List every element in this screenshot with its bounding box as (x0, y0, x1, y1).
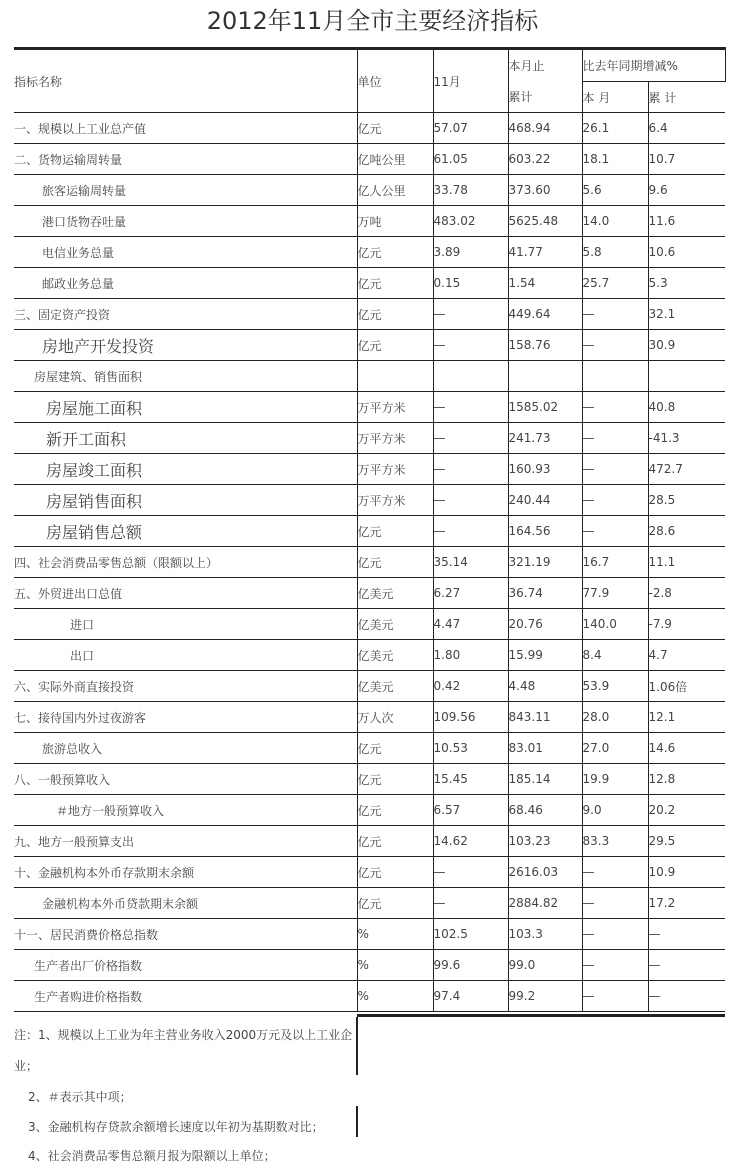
unit-cell: 万人次 (357, 702, 433, 733)
month-cell: — (433, 485, 508, 516)
note-divider (356, 1106, 358, 1137)
indicator-name: 房屋销售总额 (14, 516, 357, 547)
cumulative-cell: 468.94 (508, 113, 582, 144)
unit-cell: 亿美元 (357, 578, 433, 609)
yoy-cumulative-cell: 10.7 (648, 144, 725, 175)
month-cell: 61.05 (433, 144, 508, 175)
note-3: 3、金融机构存贷款余额增长速度以年初为基期数对比； (28, 1120, 324, 1134)
month-cell: — (433, 516, 508, 547)
indicator-name: 邮政业务总量 (14, 268, 357, 299)
indicator-name: 房屋施工面积 (14, 392, 357, 423)
yoy-month-cell: — (582, 423, 648, 454)
table-row (14, 733, 725, 764)
header-yoy-group: 比去年同期增减% (582, 49, 725, 82)
indicator-name: 八、一般预算收入 (14, 764, 357, 795)
header-cumulative-top: 本月止 (508, 49, 582, 82)
yoy-month-cell: — (582, 857, 648, 888)
unit-cell: 万吨 (357, 206, 433, 237)
note-2: 2、＃表示其中项； (28, 1090, 132, 1104)
indicator-name: 房屋竣工面积 (14, 454, 357, 485)
yoy-cumulative-cell: 9.6 (648, 175, 725, 206)
month-cell: 33.78 (433, 175, 508, 206)
month-cell: — (433, 454, 508, 485)
month-cell: — (433, 299, 508, 330)
yoy-cumulative-cell: 12.8 (648, 764, 725, 795)
table-row (14, 578, 725, 609)
indicator-name: 旅游总收入 (14, 733, 357, 764)
unit-cell: 亿吨公里 (357, 144, 433, 175)
month-cell: 6.57 (433, 795, 508, 826)
table-row (14, 113, 725, 144)
unit-cell (357, 361, 433, 392)
page-title: 2012年11月全市主要经济指标 (206, 7, 539, 35)
indicator-name: 房地产开发投资 (14, 330, 357, 361)
month-cell: 10.53 (433, 733, 508, 764)
cumulative-cell: 321.19 (508, 547, 582, 578)
yoy-month-cell: — (582, 392, 648, 423)
indicator-name: 金融机构本外币贷款期末余额 (14, 888, 357, 919)
unit-cell: 亿元 (357, 516, 433, 547)
month-cell: 35.14 (433, 547, 508, 578)
indicator-name: 十、金融机构本外币存款期末余额 (14, 857, 357, 888)
yoy-month-cell: 5.8 (582, 237, 648, 268)
table-row (14, 981, 725, 1012)
yoy-cumulative-cell: 14.6 (648, 733, 725, 764)
unit-cell: 亿元 (357, 733, 433, 764)
yoy-cumulative-cell: 6.4 (648, 113, 725, 144)
note-divider (356, 1017, 358, 1075)
yoy-cumulative-cell: — (648, 981, 725, 1012)
indicator-name: 房屋建筑、销售面积 (14, 361, 357, 392)
month-cell: 483.02 (433, 206, 508, 237)
header-month: 11月 (433, 49, 508, 113)
cumulative-cell: 241.73 (508, 423, 582, 454)
unit-cell: 亿元 (357, 268, 433, 299)
cumulative-cell: 603.22 (508, 144, 582, 175)
table-row (14, 764, 725, 795)
yoy-month-cell: 9.0 (582, 795, 648, 826)
cumulative-cell: 843.11 (508, 702, 582, 733)
yoy-cumulative-cell: 17.2 (648, 888, 725, 919)
yoy-cumulative-cell: 1.06倍 (648, 671, 725, 702)
cumulative-cell: 2884.82 (508, 888, 582, 919)
indicator-name: 一、规模以上工业总产值 (14, 113, 357, 144)
unit-cell: 亿元 (357, 547, 433, 578)
yoy-cumulative-cell: 11.6 (648, 206, 725, 237)
yoy-month-cell: 16.7 (582, 547, 648, 578)
cumulative-cell: 99.2 (508, 981, 582, 1012)
yoy-cumulative-cell (648, 361, 725, 392)
cumulative-cell: 185.14 (508, 764, 582, 795)
note-1: 注：1、规模以上工业为年主营业务收入2000万元及以上工业企 (14, 1028, 353, 1042)
month-cell: 1.80 (433, 640, 508, 671)
month-cell: 0.15 (433, 268, 508, 299)
yoy-month-cell: 28.0 (582, 702, 648, 733)
yoy-cumulative-cell: 20.2 (648, 795, 725, 826)
table-row (14, 144, 725, 175)
indicator-name: 三、固定资产投资 (14, 299, 357, 330)
month-cell: 0.42 (433, 671, 508, 702)
cumulative-cell: 103.23 (508, 826, 582, 857)
indicator-name: 九、地方一般预算支出 (14, 826, 357, 857)
unit-cell: 万平方米 (357, 392, 433, 423)
month-cell: 102.5 (433, 919, 508, 950)
cumulative-cell: 240.44 (508, 485, 582, 516)
month-cell: 3.89 (433, 237, 508, 268)
yoy-cumulative-cell: -41.3 (648, 423, 725, 454)
cumulative-cell: 158.76 (508, 330, 582, 361)
month-cell: — (433, 330, 508, 361)
table-row (14, 330, 725, 361)
table-row (14, 299, 725, 330)
yoy-month-cell: — (582, 950, 648, 981)
cumulative-cell: 449.64 (508, 299, 582, 330)
yoy-month-cell: 53.9 (582, 671, 648, 702)
yoy-month-cell: — (582, 454, 648, 485)
indicator-name: 六、实际外商直接投资 (14, 671, 357, 702)
yoy-month-cell: — (582, 888, 648, 919)
cumulative-cell: 68.46 (508, 795, 582, 826)
month-cell: — (433, 888, 508, 919)
unit-cell: 亿元 (357, 764, 433, 795)
cumulative-cell: 2616.03 (508, 857, 582, 888)
cumulative-cell: 4.48 (508, 671, 582, 702)
indicator-name: 旅客运输周转量 (14, 175, 357, 206)
yoy-month-cell: — (582, 485, 648, 516)
cumulative-cell: 99.0 (508, 950, 582, 981)
yoy-cumulative-cell: 12.1 (648, 702, 725, 733)
indicators-table (14, 47, 726, 1012)
table-row (14, 423, 725, 454)
unit-cell: 亿元 (357, 857, 433, 888)
cumulative-cell: 83.01 (508, 733, 582, 764)
table-row (14, 671, 725, 702)
indicator-name: 电信业务总量 (14, 237, 357, 268)
table-row (14, 919, 725, 950)
yoy-month-cell: — (582, 981, 648, 1012)
cumulative-cell (508, 361, 582, 392)
month-cell: 57.07 (433, 113, 508, 144)
yoy-cumulative-cell: 5.3 (648, 268, 725, 299)
table-row (14, 361, 725, 392)
yoy-cumulative-cell: 29.5 (648, 826, 725, 857)
yoy-month-cell: 77.9 (582, 578, 648, 609)
indicator-name: 二、货物运输周转量 (14, 144, 357, 175)
cumulative-cell: 1585.02 (508, 392, 582, 423)
unit-cell: 亿美元 (357, 640, 433, 671)
cumulative-cell: 103.3 (508, 919, 582, 950)
indicator-name: 港口货物吞吐量 (14, 206, 357, 237)
table-row (14, 392, 725, 423)
table-row (14, 206, 725, 237)
cumulative-cell: 20.76 (508, 609, 582, 640)
unit-cell: 亿元 (357, 826, 433, 857)
yoy-month-cell: 14.0 (582, 206, 648, 237)
indicator-name: 进口 (14, 609, 357, 640)
yoy-cumulative-cell: — (648, 950, 725, 981)
header-yoy-month: 本 月 (582, 82, 648, 113)
unit-cell: 亿元 (357, 330, 433, 361)
header-cumulative-bottom: 累计 (508, 82, 582, 113)
month-cell: — (433, 392, 508, 423)
indicator-name: 房屋销售面积 (14, 485, 357, 516)
yoy-month-cell: 83.3 (582, 826, 648, 857)
indicator-name: 七、接待国内外过夜游客 (14, 702, 357, 733)
unit-cell: 万平方米 (357, 454, 433, 485)
month-cell: 14.62 (433, 826, 508, 857)
note-4: 4、社会消费品零售总额月报为限额以上单位； (28, 1149, 276, 1163)
table-row (14, 795, 725, 826)
table-bottom-rule (357, 1014, 725, 1017)
unit-cell: 亿美元 (357, 671, 433, 702)
cumulative-cell: 373.60 (508, 175, 582, 206)
table-row (14, 857, 725, 888)
indicator-name: 五、外贸进出口总值 (14, 578, 357, 609)
cumulative-cell: 5625.48 (508, 206, 582, 237)
unit-cell: 万平方米 (357, 485, 433, 516)
month-cell: 97.4 (433, 981, 508, 1012)
yoy-cumulative-cell: 10.9 (648, 857, 725, 888)
yoy-month-cell (582, 361, 648, 392)
header-unit: 单位 (357, 49, 433, 113)
month-cell: — (433, 857, 508, 888)
indicator-name: 十一、居民消费价格总指数 (14, 919, 357, 950)
unit-cell: 亿元 (357, 888, 433, 919)
yoy-month-cell: 27.0 (582, 733, 648, 764)
unit-cell: % (357, 981, 433, 1012)
yoy-month-cell: 8.4 (582, 640, 648, 671)
table-row (14, 609, 725, 640)
cumulative-cell: 41.77 (508, 237, 582, 268)
yoy-month-cell: 26.1 (582, 113, 648, 144)
yoy-cumulative-cell: 32.1 (648, 299, 725, 330)
yoy-month-cell: — (582, 299, 648, 330)
unit-cell: % (357, 950, 433, 981)
indicator-name: 出口 (14, 640, 357, 671)
yoy-month-cell: — (582, 919, 648, 950)
unit-cell: 万平方米 (357, 423, 433, 454)
yoy-cumulative-cell: 28.6 (648, 516, 725, 547)
table-row (14, 485, 725, 516)
indicator-name: 生产者出厂价格指数 (14, 950, 357, 981)
cumulative-cell: 36.74 (508, 578, 582, 609)
month-cell: 109.56 (433, 702, 508, 733)
yoy-cumulative-cell: 472.7 (648, 454, 725, 485)
yoy-month-cell: 19.9 (582, 764, 648, 795)
cumulative-cell: 164.56 (508, 516, 582, 547)
table-row (14, 516, 725, 547)
table-row (14, 547, 725, 578)
yoy-cumulative-cell: 28.5 (648, 485, 725, 516)
table-row (14, 826, 725, 857)
header-name: 指标名称 (14, 49, 357, 113)
table-row (14, 702, 725, 733)
yoy-month-cell: — (582, 330, 648, 361)
unit-cell: 亿元 (357, 299, 433, 330)
indicator-name: 生产者购进价格指数 (14, 981, 357, 1012)
unit-cell: 亿元 (357, 237, 433, 268)
note-1-continued: 业； (14, 1059, 39, 1073)
yoy-cumulative-cell: -7.9 (648, 609, 725, 640)
yoy-month-cell: 25.7 (582, 268, 648, 299)
yoy-month-cell: 140.0 (582, 609, 648, 640)
unit-cell: 亿人公里 (357, 175, 433, 206)
yoy-cumulative-cell: -2.8 (648, 578, 725, 609)
month-cell: 4.47 (433, 609, 508, 640)
table-row (14, 454, 725, 485)
cumulative-cell: 160.93 (508, 454, 582, 485)
yoy-cumulative-cell: 4.7 (648, 640, 725, 671)
yoy-month-cell: 18.1 (582, 144, 648, 175)
indicator-name: ＃地方一般预算收入 (14, 795, 357, 826)
unit-cell: % (357, 919, 433, 950)
cumulative-cell: 1.54 (508, 268, 582, 299)
cumulative-cell: 15.99 (508, 640, 582, 671)
month-cell: 99.6 (433, 950, 508, 981)
yoy-cumulative-cell: 30.9 (648, 330, 725, 361)
unit-cell: 亿元 (357, 113, 433, 144)
unit-cell: 亿元 (357, 795, 433, 826)
indicator-name: 四、社会消费品零售总额（限额以上） (14, 547, 357, 578)
yoy-month-cell: 5.6 (582, 175, 648, 206)
table-row (14, 950, 725, 981)
month-cell: — (433, 423, 508, 454)
yoy-cumulative-cell: — (648, 919, 725, 950)
indicator-name: 新开工面积 (14, 423, 357, 454)
table-row (14, 175, 725, 206)
table-row (14, 888, 725, 919)
yoy-month-cell: — (582, 516, 648, 547)
yoy-cumulative-cell: 40.8 (648, 392, 725, 423)
month-cell: 6.27 (433, 578, 508, 609)
month-cell (433, 361, 508, 392)
yoy-cumulative-cell: 11.1 (648, 547, 725, 578)
header-yoy-cumulative: 累 计 (648, 82, 725, 113)
yoy-cumulative-cell: 10.6 (648, 237, 725, 268)
table-row (14, 268, 725, 299)
table-row (14, 640, 725, 671)
unit-cell: 亿美元 (357, 609, 433, 640)
table-row (14, 237, 725, 268)
month-cell: 15.45 (433, 764, 508, 795)
